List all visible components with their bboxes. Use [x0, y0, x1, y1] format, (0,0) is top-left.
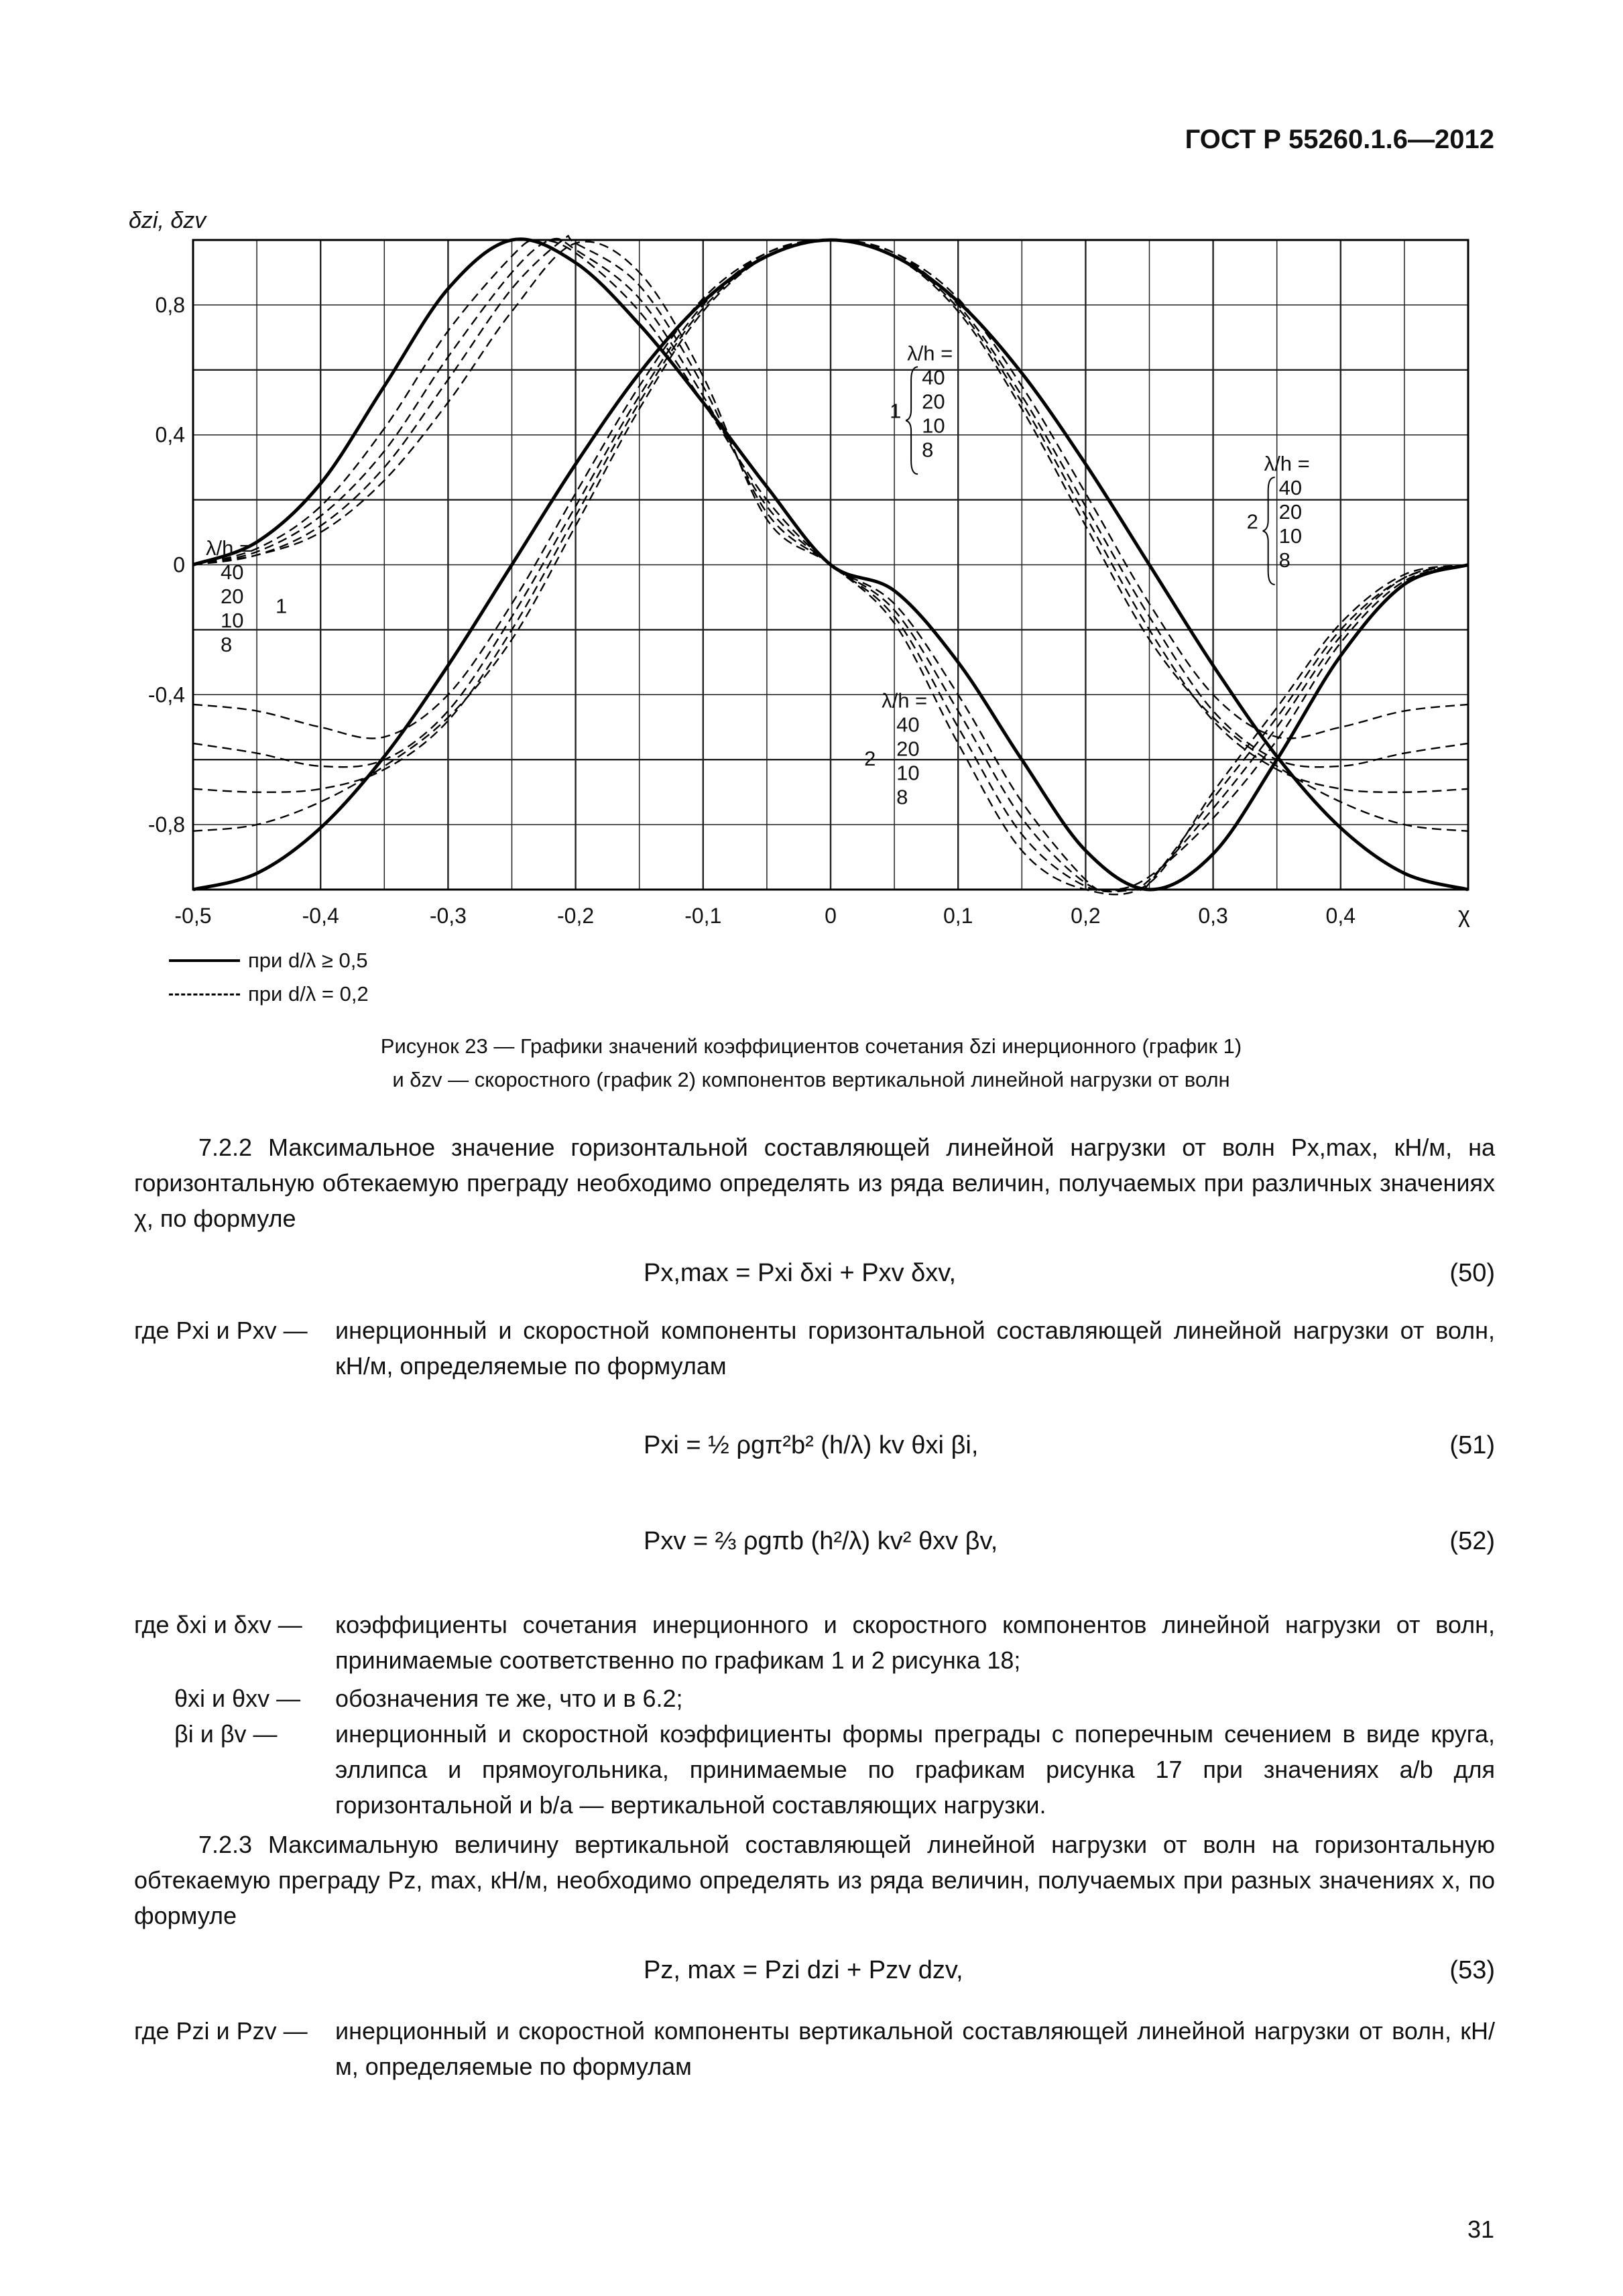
x-tick-label: -0,4	[302, 904, 339, 928]
definition-desc: инерционный и скоростной компоненты горизонтальной составляющей линейной нагрузки от волн, кН/м, определяемые по формулам	[335, 1317, 1495, 1380]
definition-desc: инерционный и скоростной компоненты вертикальной составляющей линейной нагрузки от волн, кН/м, определяемые по формулам	[335, 2017, 1495, 2080]
paragraph-7-2-2: 7.2.2 Максимальное значение горизонтальной составляющей линейной нагрузки от волн Px,max, кН/м, на горизонтальную обтекаемую преграду необходимо определять из ряда величин, получаемых при различных значениях χ, по формуле	[134, 1134, 1495, 1232]
annotation-value: 10	[896, 761, 920, 785]
legend-dashed-line	[169, 993, 240, 995]
definition-desc: коэффициенты сочетания инерционного и скоростного компонентов линейной нагрузки от волн, принимаемые соответственно по графикам 1 и 2 рисунка 18;	[335, 1611, 1495, 1674]
annotation-value: 8	[896, 785, 908, 809]
definition-term: где Pxi и Pxv —	[134, 1317, 308, 1344]
annotation-heading: λ/h =	[907, 341, 953, 365]
legend-solid-label: при d/λ ≥ 0,5	[248, 949, 368, 972]
formula-50-expr: Px,max = Pxi δxi + Pxv δxv,	[644, 1259, 957, 1287]
annotation-brace	[906, 367, 918, 474]
annotation-extra-0	[206, 536, 287, 656]
x-tick-label: 0,3	[1198, 904, 1228, 928]
definition-term: βi и βv —	[174, 1720, 278, 1748]
annotation-heading: λ/h =	[882, 688, 928, 713]
formula-51-number: (51)	[1449, 1431, 1495, 1459]
chart-ticks	[148, 293, 1356, 928]
paragraph-7-2-3: 7.2.3 Максимальную величину вертикальной составляющей линейной нагрузки от волн на горизонтальную обтекаемую преграду Pz, max, кН/м, необходимо определять из ряда величин, получаемых при разных значениях x, по формуле	[134, 1831, 1495, 1929]
formula-53-number: (53)	[1449, 1956, 1495, 1984]
annotation-brace	[1263, 477, 1275, 585]
annotation-group-label: 2	[864, 747, 876, 771]
x-tick-label: 0,1	[943, 904, 973, 928]
x-tick-label: 0	[825, 904, 837, 928]
formula-53-expr: Pz, max = Pzi dzi + Pzv dzv,	[644, 1956, 963, 1984]
x-tick-label: -0,2	[557, 904, 595, 928]
annotation-heading: λ/h =	[206, 536, 252, 560]
annotation-group-label: 1	[890, 399, 902, 423]
page-number: 31	[1467, 2216, 1494, 2243]
annotation-value: 10	[922, 414, 945, 438]
annotation-value: 20	[221, 584, 244, 608]
annotation-value: 10	[221, 608, 244, 632]
y-tick-label: 0,4	[155, 422, 185, 447]
formula-50-number: (50)	[1449, 1259, 1495, 1287]
figure-caption	[201, 1030, 1421, 1097]
definition-desc: инерционный и скоростной коэффициенты формы преграды с поперечным сечением в виде круга, эллипса и прямоугольника, принимаемые по графикам рисунка 17 при значениях a/b для горизонтальной и b/a — вертикальной составляющих нагрузки.	[335, 1720, 1495, 1819]
chart-xlabel: χ	[1458, 902, 1470, 928]
x-tick-label: 0,2	[1071, 904, 1101, 928]
annotation-value: 40	[221, 560, 244, 584]
annotation-value: 40	[1278, 475, 1303, 499]
x-tick-label: -0,3	[429, 904, 467, 928]
annotation-heading: λ/h =	[1264, 451, 1310, 475]
annotation-group-0	[890, 341, 953, 474]
caption-line-2: и δzv — скоростного (график 2) компонентов вертикальной линейной нагрузки от волн	[392, 1068, 1230, 1091]
annotation-value: 40	[896, 713, 920, 737]
x-tick-label: 0,4	[1325, 904, 1356, 928]
caption-line-1: Рисунок 23 — Графики значений коэффициентов сочетания δzi инерционного (график 1)	[380, 1034, 1242, 1058]
y-tick-label: -0,8	[147, 812, 185, 837]
annotation-value: 8	[922, 438, 934, 462]
annotation-extra-1	[864, 689, 927, 809]
definition-desc: обозначения те же, что и в 6.2;	[335, 1685, 683, 1712]
annotation-value: 8	[221, 632, 233, 656]
formula-52-expr: Pxv = ⅔ ρgπb (h²/λ) kv² θxv βv,	[644, 1527, 998, 1555]
y-tick-label: 0	[173, 552, 185, 577]
definition-term: где δxi и δxv —	[134, 1611, 302, 1638]
annotation-group-label: 2	[1246, 509, 1258, 534]
annotation-value: 20	[922, 389, 945, 414]
chart-ylabel: δzi, δzv	[129, 208, 206, 233]
formula-52-number: (52)	[1449, 1527, 1495, 1555]
annotation-value: 10	[1278, 524, 1303, 548]
legend-dashed	[169, 977, 369, 1011]
definition-term: где Pzi и Pzv —	[134, 2017, 308, 2045]
legend-dashed-label: при d/λ = 0,2	[248, 982, 369, 1006]
x-tick-label: -0,5	[174, 904, 212, 928]
document-header: ГОСТ Р 55260.1.6—2012	[1185, 125, 1494, 154]
chart-legend	[169, 944, 369, 1011]
chart	[121, 201, 1515, 1006]
formula-51-expr: Pxi = ½ ρgπ²b² (h/λ) kv θxi βi,	[644, 1431, 979, 1459]
definition-term: θxi и θxv —	[174, 1685, 301, 1712]
annotation-value: 20	[1278, 499, 1303, 524]
annotation-value: 20	[896, 737, 920, 761]
annotation-group-label: 1	[276, 594, 288, 618]
annotation-value: 8	[1278, 548, 1290, 572]
y-tick-label: 0,8	[155, 292, 185, 317]
annotation-value: 40	[922, 365, 945, 389]
legend-solid	[169, 944, 369, 977]
x-tick-label: -0,1	[684, 904, 722, 928]
legend-solid-line	[169, 959, 240, 962]
y-tick-label: -0,4	[147, 682, 185, 707]
